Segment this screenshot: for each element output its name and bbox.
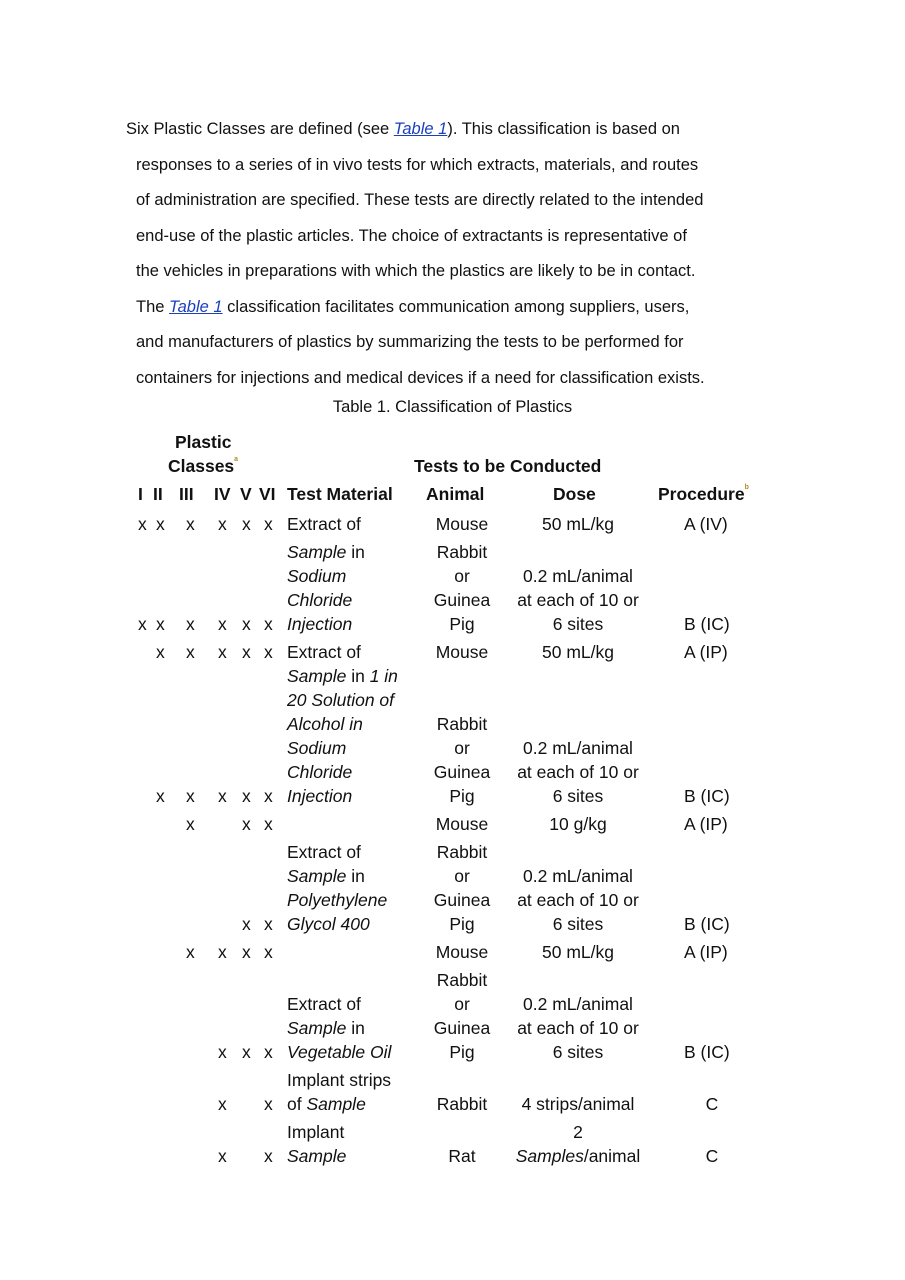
class-mark: x xyxy=(218,642,227,662)
class-mark: x xyxy=(264,914,273,934)
class-mark: x xyxy=(186,814,195,834)
class-mark: x xyxy=(264,614,273,634)
procedure: C xyxy=(705,1094,719,1114)
class-mark: x xyxy=(156,786,165,806)
class-mark: x xyxy=(186,942,195,962)
animal: Mouse xyxy=(435,814,489,834)
animal: or xyxy=(454,994,470,1014)
table-1-link[interactable]: Table 1 xyxy=(393,120,448,138)
class-mark: x xyxy=(156,614,165,634)
dose: Samples/animal xyxy=(515,1146,641,1166)
dose: 50 mL/kg xyxy=(542,514,614,534)
test-material: Sample in xyxy=(287,542,365,562)
dose: at each of 10 or xyxy=(517,890,639,910)
animal: Rabbit xyxy=(436,714,488,734)
class-mark: x xyxy=(156,514,165,534)
dose: 6 sites xyxy=(552,1042,604,1062)
class-mark: x xyxy=(242,914,251,934)
dose: 0.2 mL/animal xyxy=(523,566,633,586)
test-material: Alcohol in xyxy=(287,714,363,734)
dose: 0.2 mL/animal xyxy=(523,994,633,1014)
para-line: The Table 1 classification facilitates communication among suppliers, users, xyxy=(136,297,690,316)
test-material: Vegetable Oil xyxy=(287,1042,392,1062)
dose: 0.2 mL/animal xyxy=(523,738,633,758)
test-material: Glycol 400 xyxy=(287,914,370,934)
class-mark: x xyxy=(138,514,147,534)
test-material: of Sample xyxy=(287,1094,366,1114)
procedure: B (IC) xyxy=(684,614,730,634)
dose: at each of 10 or xyxy=(517,1018,639,1038)
test-material: Extract of xyxy=(287,842,361,862)
class-mark: x xyxy=(156,642,165,662)
class-mark: x xyxy=(264,1042,273,1062)
intro-paragraph xyxy=(126,112,786,396)
class-mark: x xyxy=(218,1094,227,1114)
test-material: Sample in xyxy=(287,1018,365,1038)
test-material: Implant strips xyxy=(287,1070,392,1090)
col-class-vi: VI xyxy=(259,484,276,504)
procedure: A (IP) xyxy=(684,814,728,834)
dose: 6 sites xyxy=(552,786,604,806)
test-material: Extract of xyxy=(287,514,361,534)
class-mark: x xyxy=(264,786,273,806)
class-mark: x xyxy=(242,614,251,634)
animal: or xyxy=(454,738,470,758)
class-mark: x xyxy=(138,614,147,634)
dose: 0.2 mL/animal xyxy=(523,866,633,886)
test-material: Implant xyxy=(287,1122,345,1142)
header-plastic: Plastic xyxy=(175,432,232,452)
test-material: Injection xyxy=(287,614,353,634)
animal: Rabbit xyxy=(436,1094,488,1114)
class-mark: x xyxy=(264,942,273,962)
dose: 50 mL/kg xyxy=(542,642,614,662)
class-mark: x xyxy=(264,814,273,834)
animal: Guinea xyxy=(433,890,491,910)
class-mark: x xyxy=(242,514,251,534)
test-material: Sodium xyxy=(287,738,347,758)
para-line: Six Plastic Classes are defined (see Table 1). This classification is based on xyxy=(126,120,680,138)
animal: Rat xyxy=(448,1146,476,1166)
para-line: of administration are specified. These tests are directly related to the intended xyxy=(136,191,704,209)
procedure: A (IP) xyxy=(684,942,728,962)
dose: at each of 10 or xyxy=(517,590,639,610)
animal: Pig xyxy=(449,1042,475,1062)
class-mark: x xyxy=(264,642,273,662)
dose: at each of 10 or xyxy=(517,762,639,782)
table-caption: Table 1. Classification of Plastics xyxy=(332,398,573,416)
animal: Mouse xyxy=(435,642,489,662)
col-test-material: Test Material xyxy=(287,484,393,504)
class-mark: x xyxy=(242,942,251,962)
dose: 6 sites xyxy=(552,614,604,634)
animal: Guinea xyxy=(433,590,491,610)
procedure: B (IC) xyxy=(684,786,730,806)
test-material: Injection xyxy=(287,786,353,806)
class-mark: x xyxy=(186,642,195,662)
animal: Guinea xyxy=(433,1018,491,1038)
dose: 2 xyxy=(573,1122,583,1142)
animal: Pig xyxy=(449,914,475,934)
class-mark: x xyxy=(186,786,195,806)
col-dose: Dose xyxy=(553,484,596,504)
class-mark: x xyxy=(186,514,195,534)
class-mark: x xyxy=(264,514,273,534)
test-material: Sample in xyxy=(287,866,365,886)
class-mark: x xyxy=(242,642,251,662)
para-line: and manufacturers of plastics by summarizing the tests to be performed for xyxy=(136,333,684,351)
dose: 10 g/kg xyxy=(549,814,607,834)
col-procedure: Procedure$^b$ xyxy=(658,484,749,504)
test-material: Sample in 1 in xyxy=(287,666,398,686)
table-1-link[interactable]: Table 1 xyxy=(169,297,223,316)
animal: Mouse xyxy=(435,514,489,534)
animal: Rabbit xyxy=(436,542,488,562)
test-material: Polyethylene xyxy=(287,890,388,910)
dose: 6 sites xyxy=(552,914,604,934)
animal: or xyxy=(454,866,470,886)
dose: 50 mL/kg xyxy=(542,942,614,962)
col-class-ii: II xyxy=(153,484,163,504)
animal: or xyxy=(454,566,470,586)
class-mark: x xyxy=(218,942,227,962)
test-material: Sample xyxy=(287,1146,347,1166)
class-mark: x xyxy=(186,614,195,634)
class-mark: x xyxy=(218,786,227,806)
procedure: B (IC) xyxy=(684,1042,730,1062)
animal: Rabbit xyxy=(436,842,488,862)
col-animal: Animal xyxy=(426,484,485,504)
test-material: Extract of xyxy=(287,994,361,1014)
col-class-iv: IV xyxy=(214,484,231,504)
header-tests: Tests to be Conducted xyxy=(414,456,602,476)
para-line: containers for injections and medical devices if a need for classification exists. xyxy=(136,368,705,387)
animal: Pig xyxy=(449,786,475,806)
col-class-v: V xyxy=(240,484,252,504)
dose: 4 strips/animal xyxy=(521,1094,635,1114)
test-material: 20 Solution of xyxy=(287,690,395,710)
class-mark: x xyxy=(264,1094,273,1114)
test-material: Chloride xyxy=(287,762,353,782)
header-classes: Classes$^a$ xyxy=(168,456,239,476)
class-mark: x xyxy=(218,614,227,634)
class-mark: x xyxy=(242,1042,251,1062)
animal: Mouse xyxy=(435,942,489,962)
para-line: the vehicles in preparations with which the plastics are likely to be in contact. xyxy=(136,262,696,280)
para-line: responses to a series of in vivo tests for which extracts, materials, and routes xyxy=(136,155,699,174)
animal: Guinea xyxy=(433,762,491,782)
procedure: C xyxy=(705,1146,719,1166)
test-material: Extract of xyxy=(287,642,361,662)
para-line: end-use of the plastic articles. The choice of extractants is representative of xyxy=(136,226,687,245)
col-class-iii: III xyxy=(179,484,194,504)
animal: Pig xyxy=(449,614,475,634)
animal: Rabbit xyxy=(436,970,488,990)
col-class-i: I xyxy=(138,484,143,504)
procedure: B (IC) xyxy=(684,914,730,934)
class-mark: x xyxy=(264,1146,273,1166)
class-mark: x xyxy=(242,814,251,834)
procedure: A (IP) xyxy=(684,642,728,662)
test-material: Sodium xyxy=(287,566,347,586)
test-material: Chloride xyxy=(287,590,353,610)
class-mark: x xyxy=(218,1042,227,1062)
class-mark: x xyxy=(218,1146,227,1166)
procedure: A (IV) xyxy=(684,514,728,534)
class-mark: x xyxy=(242,786,251,806)
class-mark: x xyxy=(218,514,227,534)
